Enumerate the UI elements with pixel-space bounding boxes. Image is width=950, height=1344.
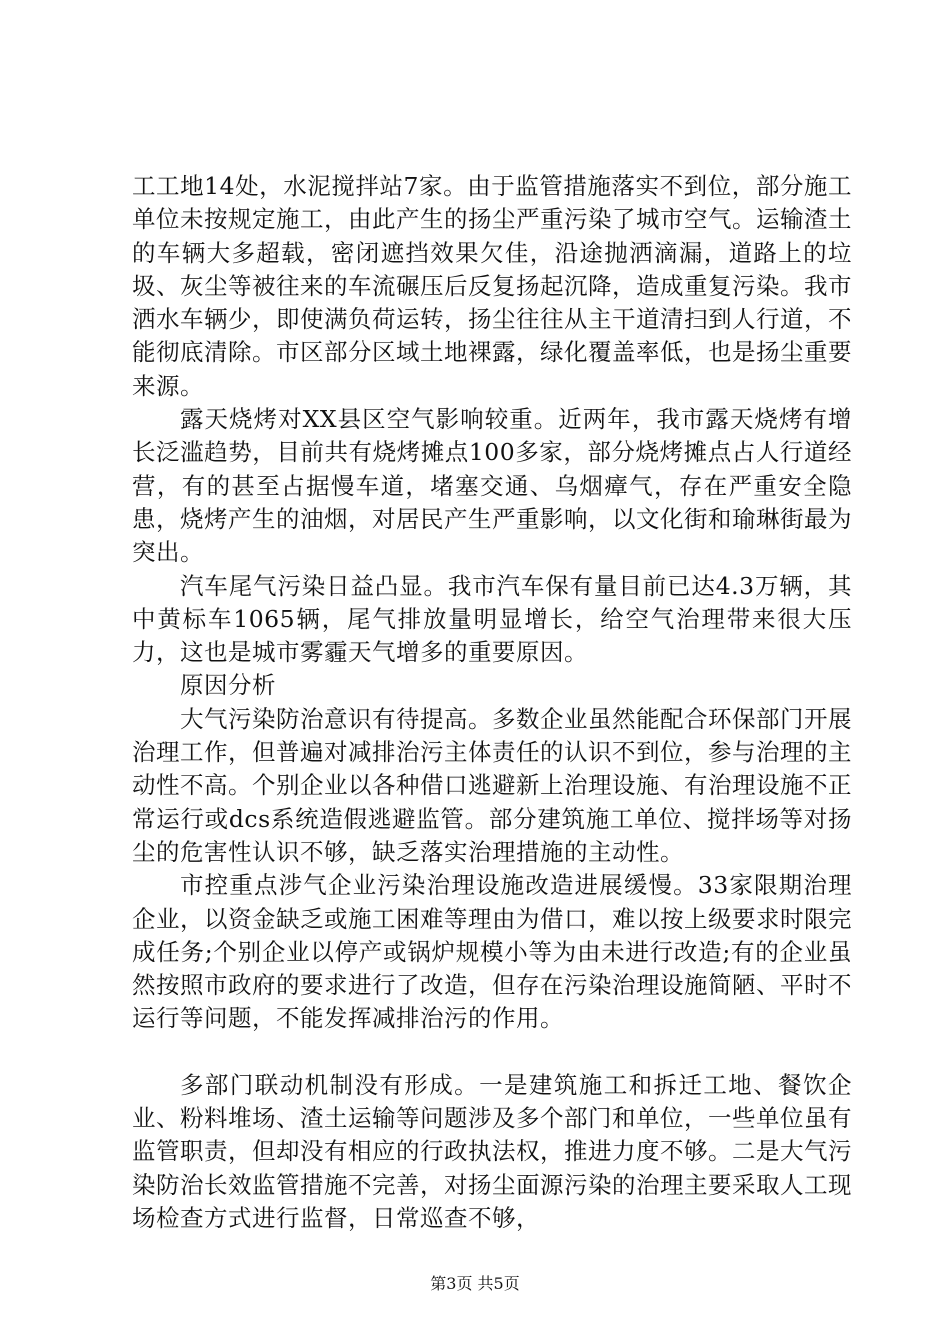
paragraph-vehicle-exhaust: 汽车尾气污染日益凸显。我市汽车保有量目前已达4.3万辆，其中黄标车1065辆，尾气排放量明显增长，给空气治理带来很大压力，这也是城市雾霾天气增多的重要原因。 [132,571,852,667]
paragraph-outdoor-barbecue: 露天烧烤对XX县区空气影响较重。近两年，我市露天烧烤有增长泛滥趋势，目前共有烧烤摊点100多家，部分烧烤摊点占人行道经营，有的甚至占据慢车道，堵塞交通、乌烟瘴气，存在严重安全隐患，烧烤产生的油烟，对居民产生严重影响，以文化街和瑜琳街最为突出。 [132,405,852,567]
paragraph-department-coordination: 多部门联动机制没有形成。一是建筑施工和拆迁工地、餐饮企业、粉料堆场、渣土运输等问题涉及多个部门和单位，一些单位虽有监管职责，但却没有相应的行政执法权，推进力度不够。二是大气污染防治长效监管措施不完善，对扬尘面源污染的治理主要采取人工现场检查方式进行监督，日常巡查不够， [132,1070,852,1232]
paragraph-facility-upgrade: 市控重点涉气企业污染治理设施改造进展缓慢。33家限期治理企业，以资金缺乏或施工困难等理由为借口，难以按上级要求时限完成任务;个别企业以停产或锅炉规模小等为由未进行改造;有的企业虽然按照市政府的要求进行了改造，但存在污染治理设施简陋、平时不运行等问题，不能发挥减排治污的作用。 [132,871,852,1033]
page-footer: 第3页 共5页 [430,1274,520,1293]
paragraph-awareness: 大气污染防治意识有待提高。多数企业虽然能配合环保部门开展治理工作，但普遍对减排治污主体责任的认识不到位，参与治理的主动性不高。个别企业以各种借口逃避新上治理设施、有治理设施不正常运行或dcs系统造假逃避监管。部分建筑施工单位、搅拌场等对扬尘的危害性认识不够，缺乏落实治理措施的主动性。 [132,704,852,866]
document-body [132,170,852,1235]
paragraph-spacer [132,1036,852,1069]
section-heading-cause-analysis: 原因分析 [180,671,276,700]
paragraph-construction-dust: 工工地14处，水泥搅拌站7家。由于监管措施落实不到位，部分施工单位未按规定施工，由此产生的扬尘严重污染了城市空气。运输渣土的车辆大多超载，密闭遮挡效果欠佳，沿途抛洒滴漏，道路上的垃圾、灰尘等被往来的车流碾压后反复扬起沉降，造成重复污染。我市洒水车辆少，即使满负荷运转，扬尘往往从主干道清扫到人行道，不能彻底清除。市区部分区域土地裸露，绿化覆盖率低，也是扬尘重要来源。 [132,172,852,400]
